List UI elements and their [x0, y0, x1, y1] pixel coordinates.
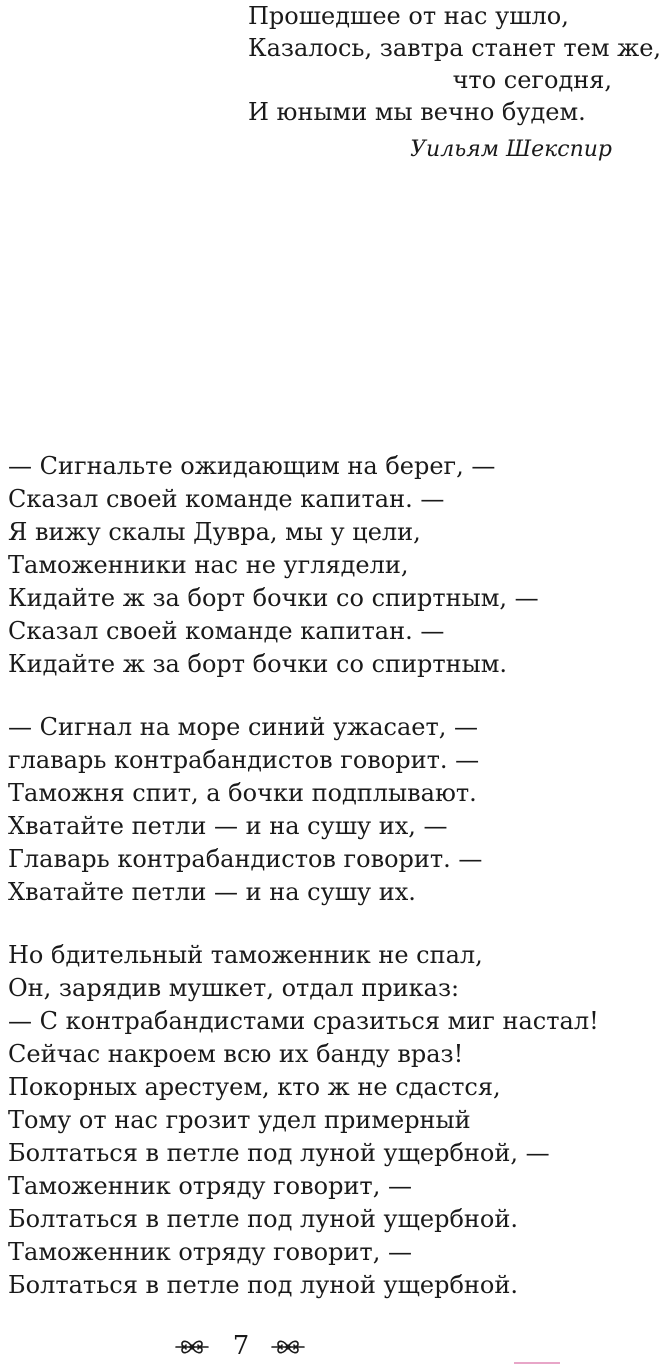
poem-line: Болтаться в петле под луной ущербной, —: [8, 1139, 550, 1167]
poem-line: Сейчас накроем всю их банду враз!: [8, 1040, 464, 1068]
poem-line: — С контрабандистами сразиться миг настал!: [8, 1007, 599, 1035]
poem-line: Он, зарядив мушкет, отдал приказ:: [8, 974, 460, 1002]
poem-line: Таможенники нас не углядели,: [8, 551, 409, 579]
poem-line: Сказал своей команде капитан. —: [8, 617, 445, 645]
stanza-1: [8, 450, 608, 681]
epigraph-line: Казалось, завтра станет тем же,: [248, 34, 661, 62]
epigraph-line: что сегодня,: [452, 66, 612, 94]
stanza-2: [8, 711, 608, 909]
page-number: 7: [232, 1331, 250, 1361]
poem-line: Тому от нас грозит удел примерный: [8, 1106, 471, 1134]
poem-line: Кидайте ж за борт бочки со спиртным, —: [8, 584, 539, 612]
corner-mark: [514, 1362, 560, 1364]
poem-line: Хватайте петли — и на сушу их, —: [8, 812, 448, 840]
poem-line: Болтаться в петле под луной ущербной.: [8, 1271, 518, 1299]
poem-line: главарь контрабандистов говорит. —: [8, 746, 480, 774]
poem-line: — Сигнал на море синий ужасает, —: [8, 713, 479, 741]
page-footer: [0, 1328, 616, 1364]
poem-line: — Сигнальте ожидающим на берег, —: [8, 452, 496, 480]
poem-line: Таможенник отряду говорит, —: [8, 1238, 412, 1266]
poem-line: Покорных арестуем, кто ж не сдастся,: [8, 1073, 501, 1101]
epigraph: [248, 0, 661, 164]
poem-line: Кидайте ж за борт бочки со спиртным.: [8, 650, 508, 678]
poem-line: Таможня спит, а бочки подплывают.: [8, 779, 477, 807]
epigraph-author: Уильям Шекспир: [410, 137, 612, 162]
poem-line: Хватайте петли — и на сушу их.: [8, 878, 416, 906]
poem-line: Главарь контрабандистов говорит. —: [8, 845, 483, 873]
floral-ornament-icon: [174, 1334, 210, 1360]
poem-line: Таможенник отряду говорит, —: [8, 1172, 412, 1200]
poem-line: Но бдительный таможенник не спал,: [8, 941, 483, 969]
stanza-3: [8, 939, 608, 1302]
epigraph-line: И юными мы вечно будем.: [248, 98, 586, 126]
poem: [8, 450, 608, 1332]
epigraph-line: Прошедшее от нас ушло,: [248, 2, 569, 30]
poem-line: Сказал своей команде капитан. —: [8, 485, 445, 513]
poem-line: Болтаться в петле под луной ущербной.: [8, 1205, 518, 1233]
poem-line: Я вижу скалы Дувра, мы у цели,: [8, 518, 421, 546]
floral-ornament-icon: [270, 1334, 306, 1360]
